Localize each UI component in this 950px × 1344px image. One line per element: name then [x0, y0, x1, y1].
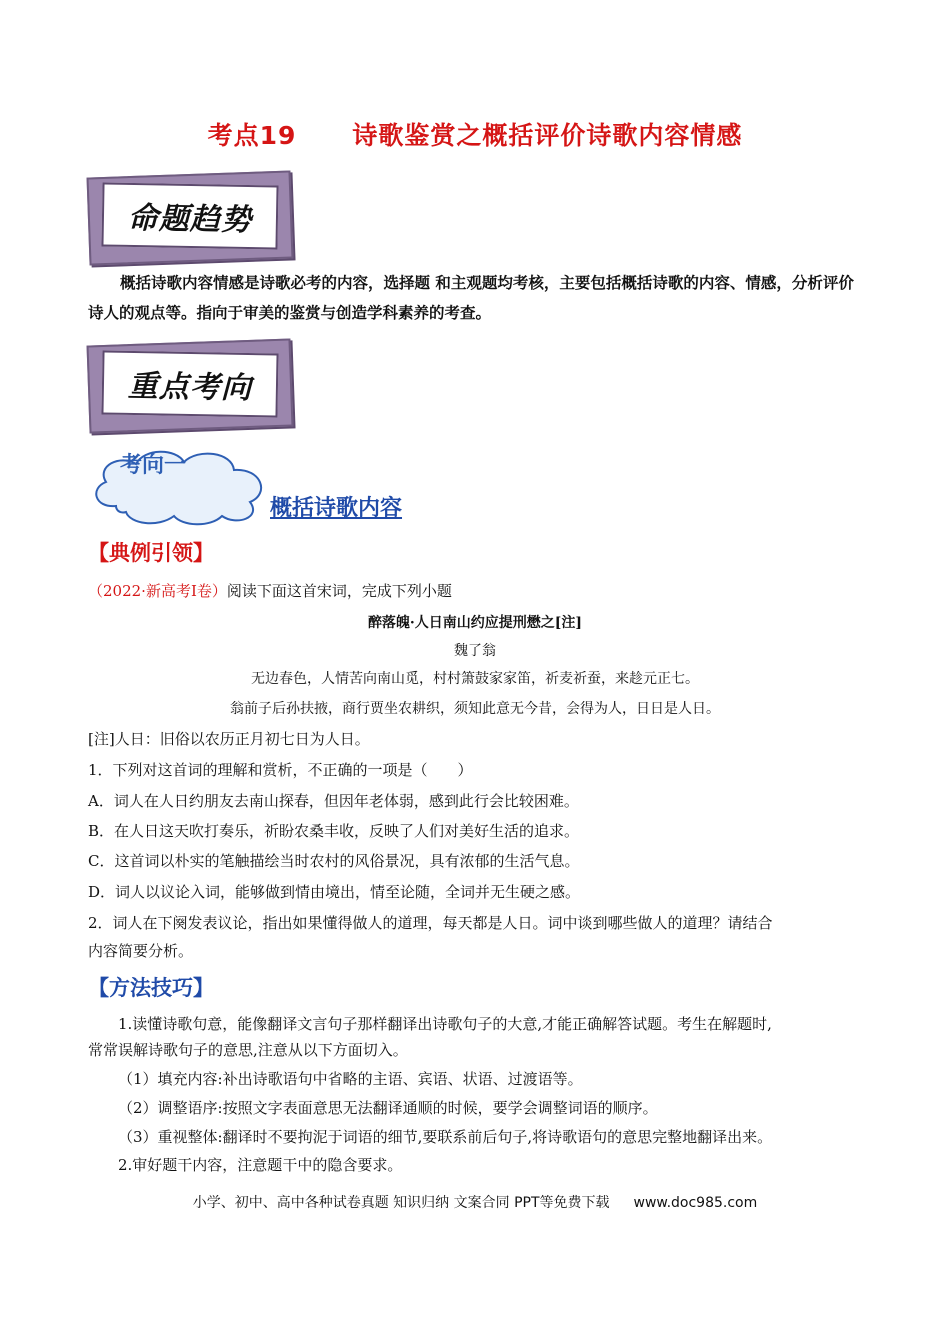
footer-site-link[interactable]: www.doc985.com: [633, 1195, 758, 1211]
direction-label: 考向一: [120, 453, 187, 478]
poem-line: 无边春色，人情苦向南山觅，村村箫鼓家家笛，祈麦祈蚕，来趁元正七。: [251, 671, 699, 687]
question-1: 1．下列对这首词的理解和赏析，不正确的一项是（ ）: [88, 761, 473, 779]
example-heading: 【典例引领】: [88, 541, 214, 565]
question-2-line1: 2．词人在下阕发表议论，指出如果懂得做人的道理，每天都是人日。词中谈到哪些做人的道理？请结合: [88, 914, 773, 932]
direction-title: 概括诗歌内容: [270, 496, 403, 521]
trend-paragraph: 概括诗歌内容情感是诗歌必考的内容，选择题 和主观题均考核，主要包括概括诗歌的内容、情感，分析评价诗人的观点等。指向于审美的鉴赏与创造学科素养的考查。: [88, 274, 854, 322]
method-item-1: （1）填充内容:补出诗歌语句中省略的主语、宾语、状语、过渡语等。: [118, 1070, 583, 1088]
example-source: （2022·新高考Ⅰ卷）: [88, 582, 227, 600]
poem-title: 醉落魄·人日南山约应提刑懋之[注]: [367, 615, 583, 631]
question-2-line2: 内容简要分析。: [88, 942, 194, 960]
method-p1-line1: 1.读懂诗歌句意，能像翻译文言句子那样翻译出诗歌句子的大意,才能正确解答试题。考生在解题时,: [118, 1015, 772, 1033]
trend-banner: [88, 166, 298, 262]
method-heading: 【方法技巧】: [88, 976, 214, 1000]
method-p1-line2: 常常误解诗歌句子的意思,注意从以下方面切入。: [88, 1041, 408, 1059]
page-title: [0, 116, 950, 152]
title-prefix: 考点19: [207, 121, 297, 150]
example-instruction: 阅读下面这首宋词，完成下列小题: [226, 582, 452, 600]
example-source-line: [88, 580, 452, 601]
method-p2: 2.审好题干内容，注意题干中的隐含要求。: [118, 1156, 403, 1174]
option-d: D．词人以议论入词，能够做到情由境出，情至论随，全词并无生硬之感。: [88, 883, 581, 901]
focus-banner: [88, 334, 298, 430]
option-b: B．在人日这天吹打奏乐，祈盼农桑丰收，反映了人们对美好生活的追求。: [88, 822, 580, 840]
title-main: 诗歌鉴赏之概括评价诗歌内容情感: [352, 121, 743, 150]
method-item-2: （2）调整语序:按照文字表面意思无法翻译通顺的时候，要学会调整词语的顺序。: [118, 1099, 658, 1117]
option-c: C．这首词以朴实的笔触描绘当时农村的风俗景况，具有浓郁的生活气息。: [88, 852, 580, 870]
poem-note: [注]人日：旧俗以农历正月初七日为人日。: [88, 730, 370, 748]
page-footer: [0, 1192, 950, 1212]
option-a: A．词人在人日约朋友去南山探春，但因年老体弱，感到此行会比较困难。: [88, 792, 579, 810]
method-item-3: （3）重视整体:翻译时不要拘泥于词语的细节,要联系前后句子,将诗歌语句的意思完整地翻译出来。: [118, 1128, 773, 1146]
poem-author: 魏了翁: [454, 643, 496, 659]
focus-banner-label: 重点考向: [127, 368, 253, 407]
footer-text: 小学、初中、高中各种试卷真题 知识归纳 文案合同 PPT等免费下载: [192, 1195, 610, 1211]
trend-banner-label: 命题趋势: [127, 200, 253, 239]
poem-line: 翁前子后孙扶掖，商行贾坐农耕织，须知此意无今昔，会得为人，日日是人日。: [230, 701, 720, 717]
